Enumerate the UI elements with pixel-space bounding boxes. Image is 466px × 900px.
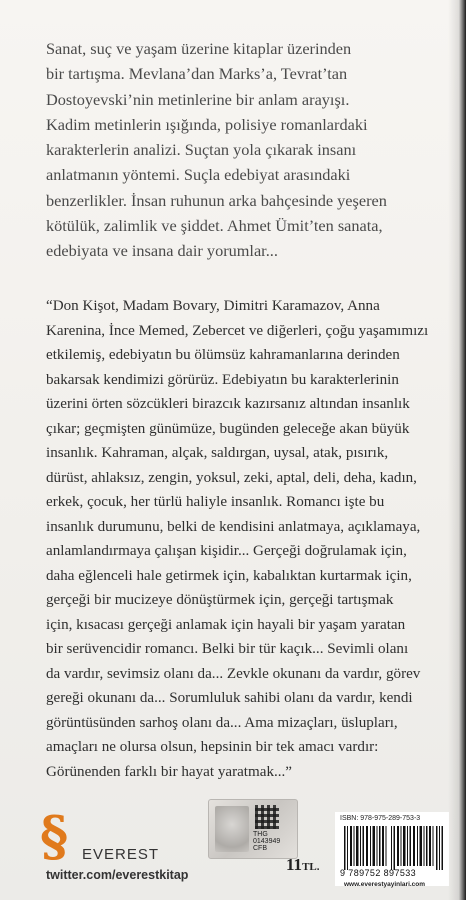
quote-line: etkilemiş, edebiyatın bu ölümsüz kahramanlarına derinden [46, 347, 400, 363]
price-label [286, 855, 320, 875]
quote-line: erkek, çocuk, her türlü haliyle insanlık. Romancı işte bu [46, 494, 385, 510]
intro-line: bir tartışma. Mevlana’dan Marks’a, Tevrat’tan [46, 64, 348, 84]
quote-line: dürüst, ahlaksız, zengin, yoksul, zeki, aptal, deli, deha, kadın, [46, 469, 417, 486]
quote-line: gerçeği bir mucizeye dönüştürmek için, gerçeği tartışmak [46, 592, 394, 608]
price-currency: TL. [302, 861, 320, 873]
quote-line: gereği okunanı da... Sorumluluk sahibi olanı da vardır, kendi [46, 690, 413, 706]
quote-line: insanlık durumunu, belki de kendisini anlatmaya, açıklamaya, [46, 518, 421, 535]
quote-line: üzerini örten sözcükleri birazcık kazırsanız altından insanlık [46, 396, 410, 412]
intro-line: kötülük, zalimlik ve şiddet. Ahmet Ümit’ten sanata, [46, 216, 383, 236]
sticker-code [253, 831, 280, 852]
intro-paragraph [46, 36, 446, 264]
quote-line: Karenina, İnce Memed, Zebercet ve diğerleri, çoğu yaşamımızı [46, 322, 429, 339]
quote-line: görüntüsünden sarhoş olanı da... Ama mizaçları, üslupları, [46, 714, 398, 731]
isbn-text: ISBN: 978-975-289-753-3 [340, 815, 421, 822]
quote-paragraph [46, 294, 446, 784]
barcode-number: 9 789752 897533 [340, 868, 417, 878]
quote-line: amaçları ne olursa olsun, hepsinin bir tek amacı vardır: [46, 739, 379, 755]
sticker-code-line: CFB [253, 845, 267, 852]
quote-line: anlamlandırmaya çalışan kişidir... Gerçeği doğrulamak için, [46, 543, 407, 559]
intro-line: Dostoyevski’nin metinlerine bir anlam arayışı. [46, 89, 350, 109]
sticker-code-line: THG [253, 831, 268, 838]
hologram-icon [215, 806, 249, 852]
cover-edge-shadow [448, 0, 466, 900]
intro-line: Sanat, suç ve yaşam üzerine kitaplar üzerinden [46, 39, 352, 58]
publisher-name: EVEREST [82, 846, 160, 863]
intro-line: benzerlikler. İnsan ruhunun arka bahçesinde yeşeren [46, 190, 387, 210]
quote-line: Görünenden farklı bir hayat yaratmak...” [46, 763, 293, 780]
intro-line: edebiyata ve insana dair yorumlar... [46, 241, 278, 261]
quote-line: bir serüvencidir romancı. Belki bir tür kaçık... Sevimli olanı [46, 641, 409, 657]
publisher-website[interactable]: www.everestyayinlari.com [344, 881, 426, 888]
quote-line: daha eğlenceli hale getirmek için, kabalıktan kurtarmak için, [46, 567, 412, 584]
quote-line: çıkar; geçmişten günümüze, bugünden geleceğe akan büyük [46, 420, 410, 437]
quote-line: da vardır, sevimsiz olanı da... Zevkle okunanı da vardır, görev [46, 665, 421, 682]
quote-line: için, kısacası gerçeği anlamak için hayali bir yaşam yaratan [46, 616, 406, 633]
price-amount: 11 [286, 855, 303, 874]
sticker-code-line: 0143949 [253, 838, 281, 845]
intro-line: karakterlerin analizi. Suçtan yola çıkarak insanı [46, 140, 357, 160]
barcode-icon [344, 826, 444, 870]
intro-line: anlatmanın yöntemi. Suçla edebiyat arasındaki [46, 165, 351, 185]
intro-line: Kadim metinlerin ışığında, polisiye romanlardaki [46, 114, 368, 134]
hologram-sticker [208, 799, 298, 859]
publisher-logo-icon: § [40, 804, 69, 868]
quote-line: bakarsak kendimizi görürüz. Edebiyatın bu karakterlerinin [46, 371, 399, 388]
publisher-twitter-link[interactable]: twitter.com/everestkitap [46, 868, 189, 882]
quote-line: “Don Kişot, Madam Bovary, Dimitri Karamazov, Anna [46, 298, 380, 314]
qr-code-icon [255, 805, 279, 829]
quote-line: insanlık. Kahraman, alçak, saldırgan, uysal, atak, pısırık, [46, 445, 389, 461]
